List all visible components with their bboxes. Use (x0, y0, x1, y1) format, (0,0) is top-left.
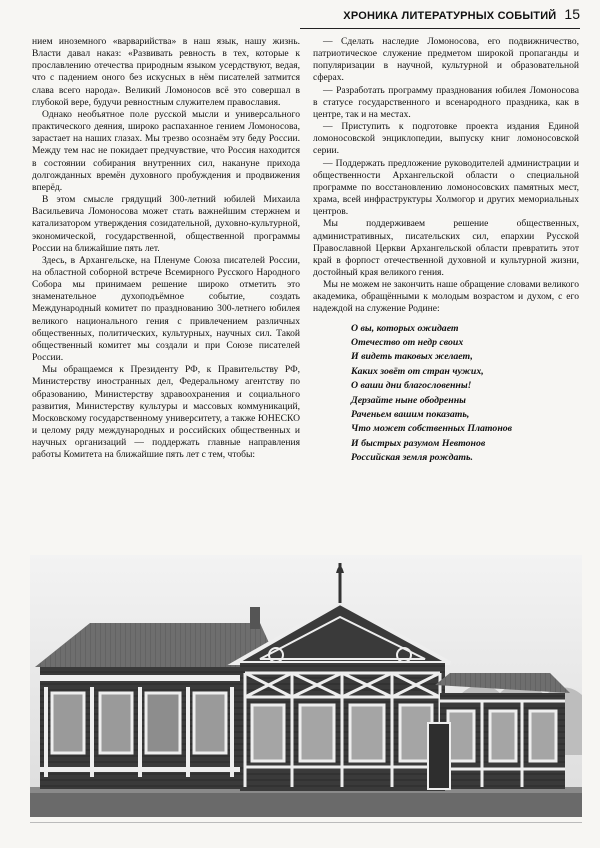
paragraph: Мы поддерживаем решение общественных, административных, писательских сил, епархии Русской Православной Церкви Архангельской области превратить этот край в форпост отечественной духовной и культурной жизни, достойный края великого гения. (313, 218, 579, 278)
poem-line: Что может собственных Платонов (351, 423, 513, 435)
poem-line: Отечество от недр своих (351, 337, 464, 348)
poem-line: Российская земля рождать. (351, 452, 473, 464)
photo-wooden-house (30, 555, 582, 817)
paragraph: нием иноземного «варварийства» в наш язык, нашу жизнь. Власти давал наказ: «Развивать ревность в тех, которые к прославлению отечества природным языком усердствуют, ведая, что с падением оного без искусных в нём писателей затмится слава всего народа». Великий Ломоносов всё это совершал в глубокой вере, будучи ревностным служителем православия. (32, 36, 300, 108)
list-item: — Поддержать предложение руководителей администрации и общественности Архангельской области о специальной программе по восстановлению ломоносовских памятных мест, храма, всей инфраструктуры Холмогор и других мемориальных центров. (313, 157, 579, 218)
page-number: 15 (564, 6, 580, 22)
list-item: — Сделать наследие Ломоносова, его подвижничество, патриотическое служение предметом широкой пропаганды и популяризации в научной, культурной и образовательной сферах. (313, 36, 579, 84)
running-header (300, 6, 580, 29)
poem-line: Раченьем вашим показать, (351, 409, 470, 421)
page-bottom-rule (30, 822, 582, 823)
paragraph: В этом смысле грядущий 300-летний юбилей Михаила Васильевича Ломоносова может стать важнейшим стержнем и катализатором утверждения созидательной, духовно-культурной, экономической, государственной, общественной программы России на ближайшие пять лет. (32, 194, 300, 254)
text-column-right (313, 36, 579, 466)
poem-line: И видеть таковых желает, (351, 351, 473, 363)
paragraph: Мы не можем не закончить наше обращение словами великого академика, обращёнными к молодым возрастом и духом, с его надеждой на служение Родине: (313, 279, 579, 315)
poem-line: Дерзайте ныне ободренны (351, 394, 466, 406)
poem-line: И быстрых разумом Невтонов (351, 437, 486, 449)
paragraph: Здесь, в Архангельске, на Пленуме Союза писателей России, на областной соборной встрече Всемирного Русского Народного Собора мы принимаем решение широко отметить это знаменательное духоподъёмное событие, создать Международный комитет по празднованию 300-летнего юбилея великого национального гения с привлечением различных общественных, политических, культурных, научных сил. Такой общественный комитет мы создали и при Союзе писателей России. (32, 254, 300, 364)
section-title: ХРОНИКА ЛИТЕРАТУРНЫХ СОБЫТИЙ (343, 10, 557, 22)
poem-quote (351, 322, 579, 466)
list-item: — Приступить к подготовке проекта издания Единой ломоносовской энциклопедии, выпуску книг ломоносовской серии. (313, 121, 579, 157)
paragraph: Однако необъятное поле русской мысли и универсального практического деяния, широко распаханное гением Ломоносова, зарастает на наших глазах. Мы трезво осознаём эту беду России. Между тем нас не покидает предчувствие, что Россия находится в состоянии собирания внутренних сил, накануне прихода долгожданных времён духовного пробуждения и продвижения вперёд. (32, 108, 300, 193)
poem-line: Каких зовёт от стран чужих, (351, 365, 484, 377)
list-item: — Разработать программу празднования юбилея Ломоносова в статусе государственного и всенародного праздника, как в центре, так и на местах. (313, 84, 579, 120)
poem-line: О вы, которых ожидает (351, 322, 459, 334)
text-column-left (32, 36, 300, 461)
paragraph: Мы обращаемся к Президенту РФ, к Правительству РФ, Министерству иностранных дел, Федеральному агентству по образованию, Министерству здравоохранения и социального развития, Министерству культуры и массовых коммуникаций, Московскому государственному университету, а также ЮНЕСКО и целому ряду международных и российских общественных и научных организаций — поддержать главные направления работы Комитета на ближайшие пять лет с тем, чтобы: (32, 364, 300, 461)
poem-line: О ваши дни благословенны! (351, 380, 472, 392)
